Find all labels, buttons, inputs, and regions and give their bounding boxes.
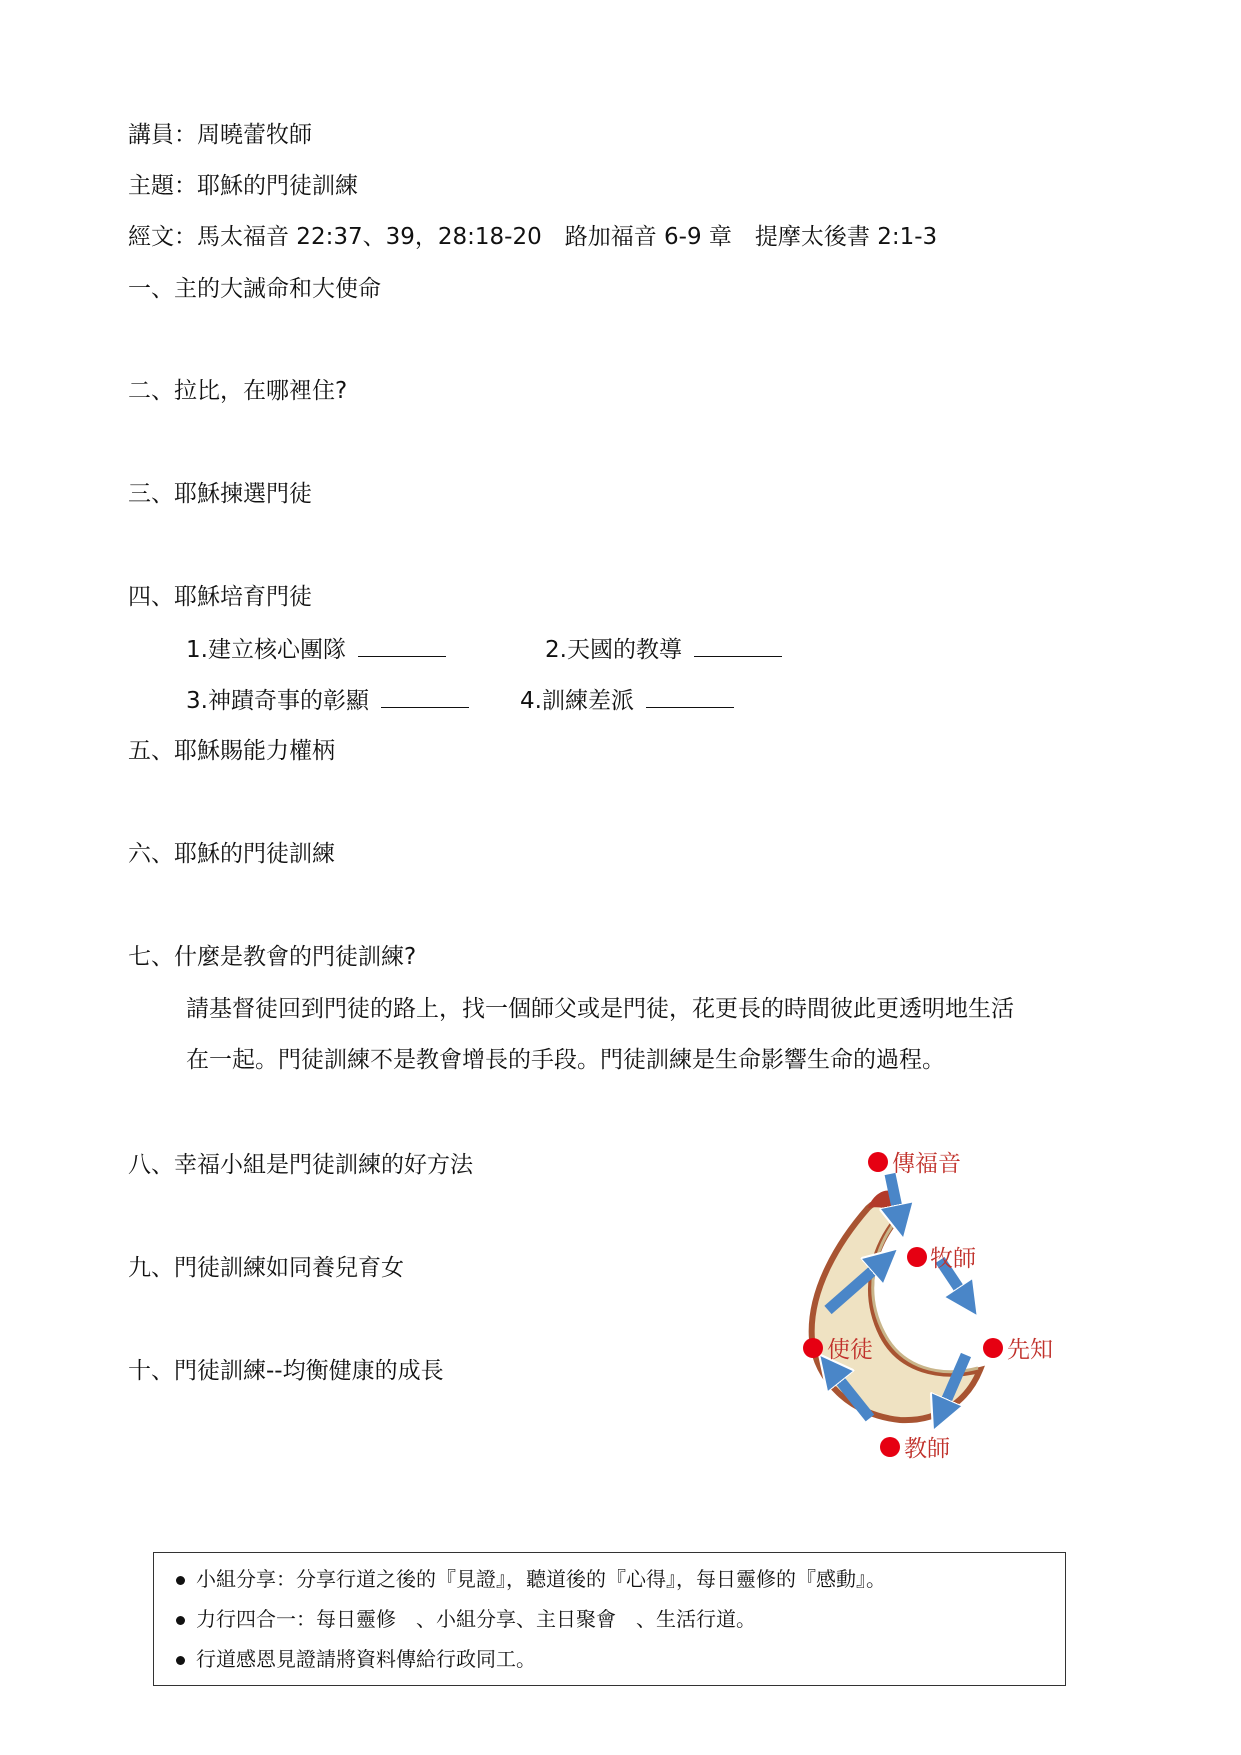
- item-label: 2.天國的教導: [545, 637, 682, 663]
- info-item: 小組分享：分享行道之後的『見證』，聽道後的『心得』，每日靈修的『感動』。: [196, 1559, 1065, 1599]
- node-label-apostle: 使徒: [827, 1337, 873, 1363]
- info-item: 行道感恩見證請將資料傳給行政同工。: [196, 1639, 1065, 1679]
- section-2-heading: 二、拉比，在哪裡住?: [128, 378, 348, 404]
- section-3-heading: 三、耶穌揀選門徒: [128, 481, 312, 507]
- info-box: [153, 1552, 1066, 1686]
- section-4-item-2: [545, 634, 782, 665]
- node-dot-pastor: [907, 1247, 927, 1267]
- fill-in-blank: [646, 685, 734, 708]
- section-4-item-1: [186, 634, 446, 665]
- section-9-heading: 九、門徒訓練如同養兒育女: [128, 1255, 404, 1281]
- speaker-line: 講員：周曉蕾牧師: [128, 122, 312, 148]
- section-4-item-3: [186, 685, 469, 716]
- section-8-heading: 八、幸福小組是門徒訓練的好方法: [128, 1152, 473, 1178]
- node-dot-prophet: [983, 1338, 1003, 1358]
- item-label: 1.建立核心團隊: [186, 637, 346, 663]
- section-7-heading: 七、什麼是教會的門徒訓練?: [128, 944, 417, 970]
- section-4-item-4: [520, 685, 734, 716]
- fill-in-blank: [358, 634, 446, 657]
- node-label-teacher: 教師: [904, 1436, 950, 1460]
- section-4-heading: 四、耶穌培育門徒: [128, 584, 312, 610]
- section-7-body-line-2: 在一起。門徒訓練不是教會增長的手段。門徒訓練是生命影響生命的過程。: [186, 1047, 945, 1073]
- node-dot-apostle: [803, 1338, 823, 1358]
- node-label-evangelist: 傳福音: [892, 1151, 961, 1177]
- fill-in-blank: [694, 634, 782, 657]
- topic-line: 主題：耶穌的門徒訓練: [128, 173, 358, 199]
- scripture-line: 經文：馬太福音 22:37、39，28:18-20 路加福音 6-9 章 提摩太後書 2:1-3: [128, 224, 938, 250]
- node-label-prophet: 先知: [1007, 1337, 1053, 1363]
- section-5-heading: 五、耶穌賜能力權柄: [128, 738, 335, 764]
- ministry-cycle-diagram: [790, 1130, 1080, 1460]
- section-10-heading: 十、門徒訓練--均衡健康的成長: [128, 1358, 444, 1384]
- info-list: [154, 1553, 1065, 1679]
- node-dot-teacher: [880, 1437, 900, 1457]
- item-label: 3.神蹟奇事的彰顯: [186, 688, 369, 714]
- node-label-pastor: 牧師: [930, 1246, 976, 1272]
- fill-in-blank: [381, 685, 469, 708]
- section-6-heading: 六、耶穌的門徒訓練: [128, 841, 335, 867]
- info-item: 力行四合一：每日靈修 、小組分享、主日聚會 、生活行道。: [196, 1599, 1065, 1639]
- item-label: 4.訓練差派: [520, 688, 634, 714]
- section-7-body-line-1: 請基督徒回到門徒的路上，找一個師父或是門徒，花更長的時間彼此更透明地生活: [186, 996, 1014, 1022]
- node-dot-evangelist: [868, 1152, 888, 1172]
- section-1-heading: 一、主的大誡命和大使命: [128, 276, 381, 302]
